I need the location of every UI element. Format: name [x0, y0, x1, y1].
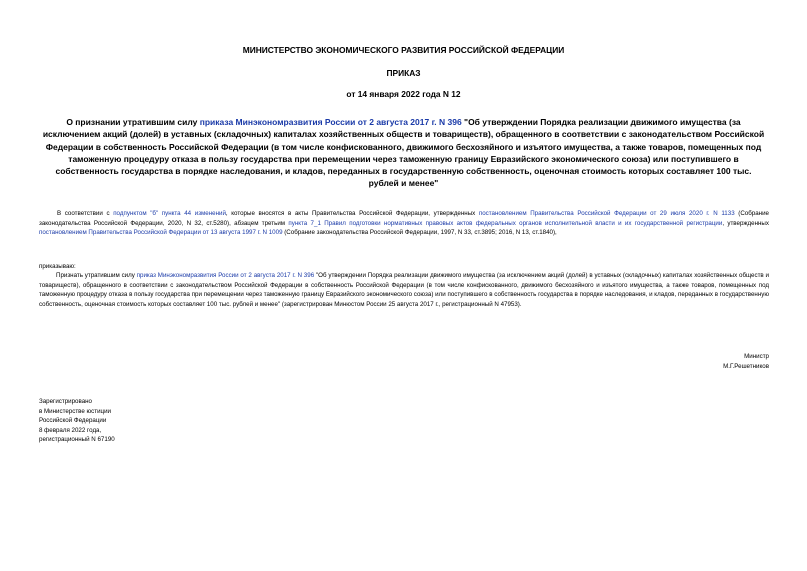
order-text-2: "Об утверждении Порядка реализации движимого имущества (за исключением акций (долей) в уставных (складочных) капиталах хозяйственных обществ и товариществ), обращенного в соответствии с законодательством Российской Федерации в собственность Российской Федерации (в том числе конфискованного, движимого бесхозяйного и изъятого имущества, а также товаров, помещенных под таможенную процедуру отказа в пользу государства при перемещении через таможенную границу Евразийского экономического союза) или поступившего в собственность государства в порядке наследования, и кладов, переданных в государственную собственность, оценочная стоимость которых составляет 100 тыс. рублей и менее" (зарегистрирован Минюстом России 25 августа 2017 г., регистрационный N 47953). — [39, 272, 769, 308]
basis-link-subpoint[interactable]: подпунктом "б" пункта 44 изменений — [113, 210, 226, 217]
ministry-heading: МИНИСТЕРСТВО ЭКОНОМИЧЕСКОГО РАЗВИТИЯ РОССИЙСКОЙ ФЕДЕРАЦИИ — [242, 45, 565, 55]
registration-line: 8 февраля 2022 года, — [39, 426, 102, 434]
registration-line: Российской Федерации — [39, 417, 107, 425]
signature-name: М.Г.Решетников — [723, 362, 769, 370]
title-link[interactable]: приказа Минэкономразвития России от 2 августа 2017 г. N 396 — [199, 117, 462, 127]
document-date: от 14 января 2022 года N 12 — [346, 89, 461, 99]
signature-block — [723, 352, 769, 371]
basis-text-3: (Собрание законодательства Российской Федерации, 2020, N 32, ст.5280), абзацем третьим — [39, 210, 769, 227]
basis-text-1: В соответствии с — [57, 210, 114, 217]
signature-position: Министр — [744, 353, 769, 360]
basis-link-resolution-1133[interactable]: постановлением Правительства Российской Федерации от 29 июля 2020 г. N 1133 — [478, 210, 735, 217]
title-rest: "Об утверждении Порядка реализации движимого имущества (за исключением акций (долей) в уставных (складочных) капиталах хозяйственных обществ и товариществ), обращенного в соответствии с законодательством Российской Федерации в собственность Российской Федерации (в том числе конфискованного, движимого бесхозяйного и изъятого имущества, а также товаров, помещенных под таможенную процедуру отказа в пользу государства при перемещении через таможенную границу Евразийского экономического союза) или поступившего в собственность государства в порядке наследования, и кладов, переданных в государственную собственность, оценочная стоимость которых составляет 100 тыс. рублей и менее" — [42, 117, 765, 189]
document-type: ПРИКАЗ — [386, 68, 421, 78]
order-text-1: Признать утратившим силу — [56, 272, 137, 279]
registration-line: Зарегистрировано — [39, 398, 92, 405]
basis-text-5: , утвержденных — [722, 219, 769, 227]
basis-link-rules[interactable]: Правил подготовки нормативных правовых актов федеральных органов исполнительной власти и их государственной регистрации — [324, 219, 723, 227]
basis-link-resolution-1009[interactable]: постановлением Правительства Российской Федерации от 13 августа 1997 г. N 1009 — [39, 229, 283, 237]
order-link-order-396[interactable]: приказ Минэкономразвития России от 2 августа 2017 г. N 396 — [136, 272, 315, 279]
document-title — [40, 116, 767, 190]
basis-paragraph — [39, 209, 769, 238]
title-prefix: О признании утратившим силу — [66, 117, 200, 127]
registration-block — [39, 397, 115, 445]
basis-link-point-7-1[interactable]: пункта 7_1 — [288, 219, 321, 227]
basis-text-2: , которые вносятся в акты Правительства Российской Федерации, утвержденных — [225, 210, 479, 217]
order-paragraph — [39, 271, 769, 309]
order-word: приказываю: — [39, 263, 76, 270]
registration-line: регистрационный N 67190 — [39, 436, 115, 444]
basis-text-6: (Собрание законодательства Российской Федерации, 1997, N 33, ст.3895; 2016, N 13, ст.1840), — [282, 229, 557, 237]
registration-line: в Министерстве юстиции — [39, 407, 112, 415]
